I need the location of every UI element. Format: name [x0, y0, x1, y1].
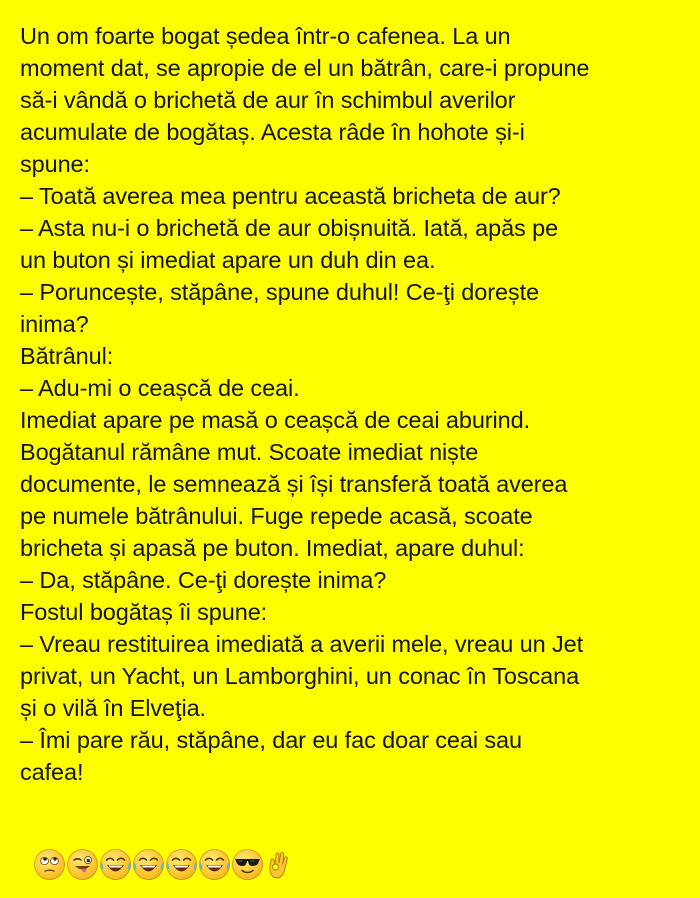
- story-line: – Adu-mi o ceașcă de ceai.: [20, 375, 300, 401]
- story-line: bricheta și apasă pe buton. Imediat, apare duhul:: [20, 535, 525, 561]
- emoji-row: [34, 847, 291, 881]
- story-line: – Îmi pare rău, stăpâne, dar eu fac doar ceai sau: [20, 727, 522, 753]
- story-line: Bogătanul rămâne mut. Scoate imediat niște: [20, 439, 479, 465]
- story-line: Un om foarte bogat ședea într-o cafenea. La un: [20, 23, 511, 49]
- story-line: – Vreau restituirea imediată a averii mele, vreau un Jet: [20, 631, 584, 657]
- winking-tongue-face-icon: [67, 849, 98, 880]
- story-line: documente, le semnează și își transferă toată averea: [20, 471, 568, 497]
- story-line: moment dat, se apropie de el un bătrân, care-i propune: [20, 55, 590, 81]
- story-line: – Asta nu-i o brichetă de aur obișnuită. Iată, apăs pe: [20, 215, 559, 241]
- story-line: Imediat apare pe masă o ceașcă de ceai aburind.: [20, 407, 531, 433]
- rolling-eyes-face-icon: [34, 849, 65, 880]
- tears-of-joy-face-icon: [100, 849, 131, 880]
- story-line: Fostul bogătaș îi spune:: [20, 599, 268, 625]
- story-line: acumulate de bogătaș. Acesta râde în hohote și-i: [20, 119, 525, 145]
- story-line: pe numele bătrânului. Fuge repede acasă, scoate: [20, 503, 533, 529]
- story-line: și o vilă în Elveţia.: [20, 695, 206, 721]
- tears-of-joy-face-icon: [133, 849, 164, 880]
- story-line: spune:: [20, 151, 90, 177]
- story-line: inima?: [20, 311, 89, 337]
- sunglasses-face-icon: [232, 849, 263, 880]
- story-line: – Da, stăpâne. Ce-ţi dorește inima?: [20, 567, 387, 593]
- tears-of-joy-face-icon: [166, 849, 197, 880]
- story-line: Bătrânul:: [20, 343, 114, 369]
- story-line: un buton și imediat apare un duh din ea.: [20, 247, 436, 273]
- story-line: cafea!: [20, 759, 84, 785]
- story-line: să-i vândă o brichetă de aur în schimbul averilor: [20, 87, 516, 113]
- story-line: – Poruncește, stăpâne, spune duhul! Ce-ţi dorește: [20, 279, 539, 305]
- story-line: – Toată averea mea pentru această bricheta de aur?: [20, 183, 561, 209]
- story-line: privat, un Yacht, un Lamborghini, un conac în Toscana: [20, 663, 580, 689]
- story-text: [20, 20, 690, 788]
- tears-of-joy-face-icon: [199, 849, 230, 880]
- ok-hand-icon: [267, 848, 291, 880]
